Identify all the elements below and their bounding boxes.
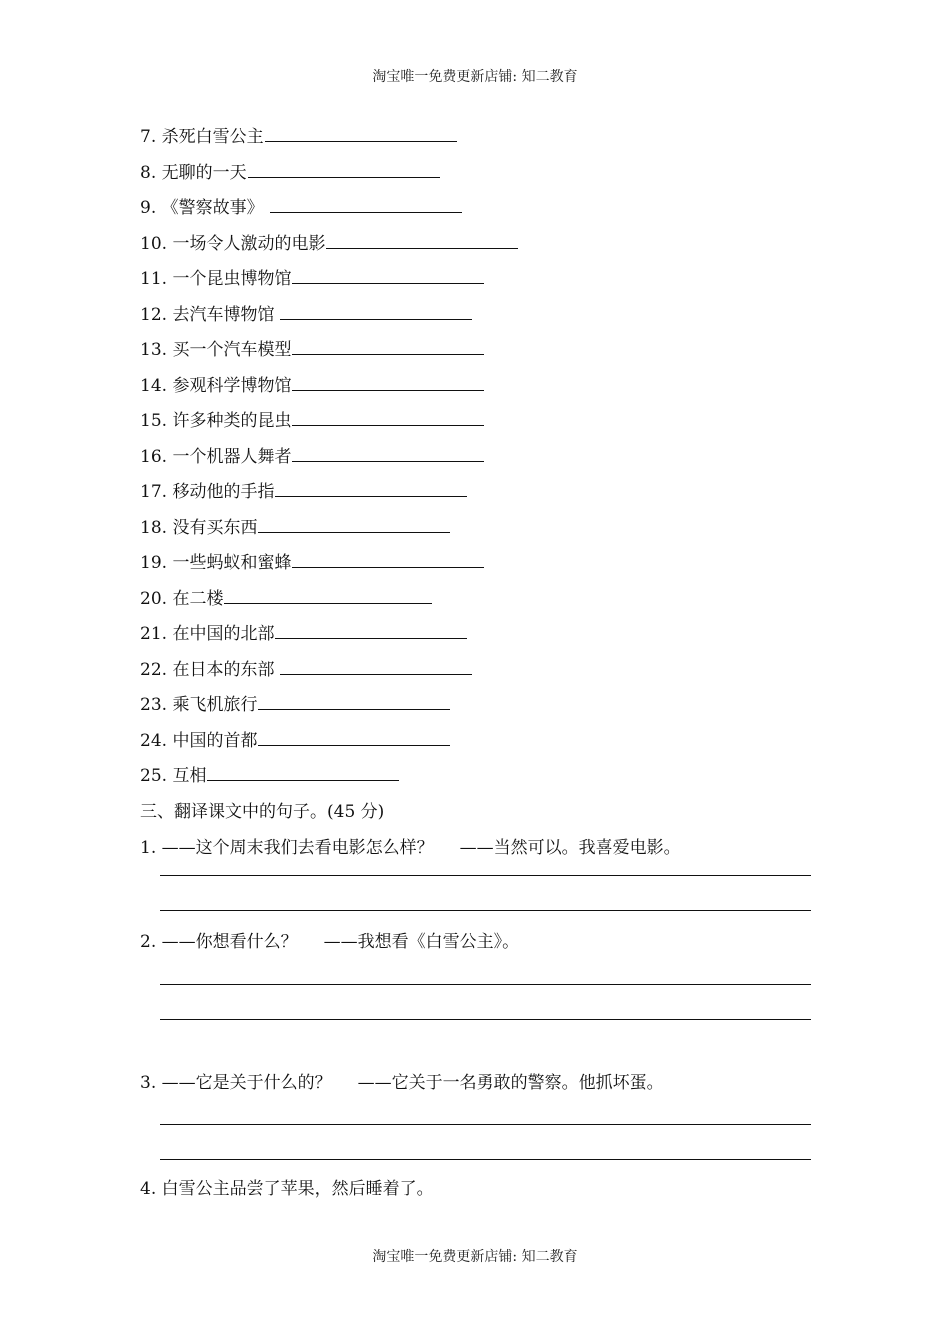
item-number: 8.	[140, 162, 157, 183]
answer-line[interactable]	[160, 983, 811, 985]
translation-item-1	[140, 833, 820, 911]
vocab-item-11	[140, 264, 820, 300]
answer-blank[interactable]	[292, 551, 484, 568]
item-number: 22.	[140, 659, 168, 680]
item-number: 18.	[140, 517, 168, 538]
vocab-item-15	[140, 406, 820, 442]
vocab-item-20	[140, 584, 820, 620]
page-footer: 淘宝唯一免费更新店铺: 知二教育	[372, 1249, 578, 1265]
item-number: 21.	[140, 624, 168, 644]
vocab-item-19	[140, 548, 820, 584]
item-text: 一场令人激动的电影	[172, 233, 326, 254]
sentence-prompt	[140, 1068, 820, 1098]
answer-blank[interactable]	[207, 764, 399, 781]
worksheet-content	[140, 122, 820, 1204]
item-text: 杀死白雪公主	[161, 127, 264, 147]
item-number: 20.	[140, 588, 168, 609]
item-number: 17.	[140, 482, 168, 502]
answer-blank[interactable]	[292, 267, 484, 284]
item-number: 23.	[140, 695, 168, 715]
item-text: 参观科学博物馆	[172, 375, 292, 396]
item-text: 乘飞机旅行	[172, 695, 258, 715]
question-text: 白雪公主品尝了苹果，然后睡着了。	[161, 1178, 434, 1199]
translation-item-4	[140, 1174, 820, 1204]
item-number: 10.	[140, 233, 168, 254]
item-number: 13.	[140, 340, 168, 360]
answer-blank[interactable]	[270, 196, 462, 213]
page-header: 淘宝唯一免费更新店铺: 知二教育	[372, 69, 578, 85]
item-number: 19.	[140, 553, 168, 573]
answer-blank[interactable]	[292, 374, 484, 391]
item-number: 15.	[140, 411, 168, 431]
answer-blank[interactable]	[280, 303, 472, 320]
reply-text: ——我想看《白雪公主》。	[323, 931, 520, 952]
question-text: ——这个周末我们去看电影怎么样？	[161, 837, 434, 858]
item-number: 9.	[140, 198, 157, 218]
reply-text: ——它关于一名勇敢的警察。他抓坏蛋。	[357, 1072, 664, 1093]
item-number: 14.	[140, 375, 168, 396]
answer-blank[interactable]	[280, 658, 472, 675]
vocab-item-23	[140, 690, 820, 726]
item-number: 7.	[140, 127, 157, 147]
item-text: 去汽车博物馆	[172, 304, 275, 325]
answer-line[interactable]	[160, 909, 811, 911]
vocab-item-14	[140, 371, 820, 407]
question-text: ——它是关于什么的？	[161, 1072, 332, 1093]
answer-blank[interactable]	[258, 729, 450, 746]
item-number: 4.	[140, 1178, 157, 1199]
item-number: 3.	[140, 1072, 157, 1093]
vocab-item-17	[140, 477, 820, 513]
answer-blank[interactable]	[224, 587, 432, 604]
vocab-item-18	[140, 513, 820, 549]
item-number: 12.	[140, 304, 168, 325]
vocab-item-7	[140, 122, 820, 158]
item-text: 一个昆虫博物馆	[172, 269, 292, 289]
item-number: 1.	[140, 837, 157, 858]
answer-blank[interactable]	[292, 445, 484, 462]
answer-blank[interactable]	[265, 125, 457, 142]
translation-item-2	[140, 927, 820, 1020]
section-3-title: 三、翻译课文中的句子。(45 分)	[140, 801, 385, 822]
sentence-prompt	[140, 833, 820, 863]
vocab-item-9	[140, 193, 820, 229]
answer-blank[interactable]	[258, 693, 450, 710]
item-number: 2.	[140, 931, 157, 952]
sentence-prompt	[140, 927, 820, 957]
vocab-item-10	[140, 229, 820, 265]
answer-line[interactable]	[160, 1018, 811, 1020]
item-text: 没有买东西	[172, 517, 258, 538]
item-number: 24.	[140, 730, 168, 751]
item-text: 在日本的东部	[172, 659, 275, 680]
answer-line[interactable]	[160, 1158, 811, 1160]
item-text: 互相	[172, 766, 207, 786]
sentence-prompt	[140, 1174, 820, 1204]
answer-blank[interactable]	[248, 161, 440, 178]
vocab-item-22	[140, 655, 820, 691]
question-text: ——你想看什么？	[161, 931, 298, 952]
translation-item-3	[140, 1068, 820, 1160]
item-number: 11.	[140, 269, 168, 289]
answer-blank[interactable]	[275, 480, 467, 497]
item-text: 一些蚂蚁和蜜蜂	[172, 553, 292, 573]
item-number: 25.	[140, 766, 168, 786]
vocab-item-21	[140, 619, 820, 655]
answer-blank[interactable]	[275, 622, 467, 639]
vocab-item-16	[140, 442, 820, 478]
item-text: 无聊的一天	[161, 162, 247, 183]
item-text: 《警察故事》	[161, 198, 264, 218]
answer-blank[interactable]	[292, 338, 484, 355]
answer-line[interactable]	[160, 1123, 811, 1125]
answer-blank[interactable]	[326, 232, 518, 249]
item-text: 中国的首都	[172, 730, 258, 751]
vocab-list	[140, 122, 820, 797]
item-number: 16.	[140, 446, 168, 467]
item-text: 在二楼	[172, 588, 224, 609]
item-text: 买一个汽车模型	[172, 340, 292, 360]
vocab-item-24	[140, 726, 820, 762]
item-text: 一个机器人舞者	[172, 446, 292, 467]
answer-line[interactable]	[160, 874, 811, 876]
answer-blank[interactable]	[292, 409, 484, 426]
item-text: 移动他的手指	[172, 482, 275, 502]
item-text: 许多种类的昆虫	[172, 411, 292, 431]
vocab-item-8	[140, 158, 820, 194]
vocab-item-13	[140, 335, 820, 371]
answer-blank[interactable]	[258, 516, 450, 533]
vocab-item-12	[140, 300, 820, 336]
item-text: 在中国的北部	[172, 624, 275, 644]
vocab-item-25	[140, 761, 820, 797]
reply-text: ——当然可以。我喜爱电影。	[459, 837, 681, 858]
